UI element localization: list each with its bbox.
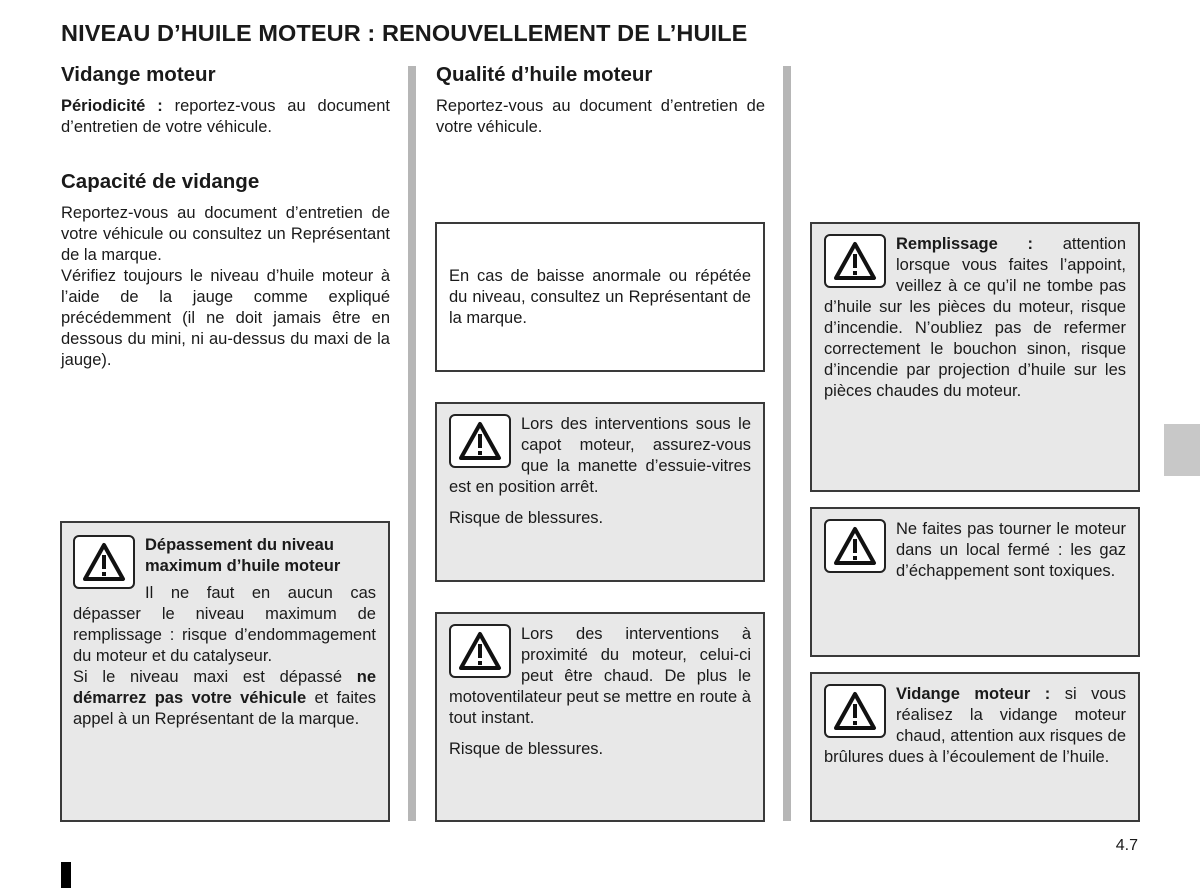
warning-remplissage-body: attention lorsque vous faites l’appoint, veillez à ce qu’il ne tombe pas d’huile sur les pièces du moteur, risque d’incendie. N’oubliez pas de refermer correctement le bouchon sinon, risque d’incendie par projection d’huile sur les pièces chaudes du moteur. <box>824 235 1127 400</box>
column-divider-right <box>783 66 791 821</box>
warning-box-gaz <box>810 507 1140 657</box>
capacite-text <box>61 203 390 371</box>
warning-triangle-icon <box>73 535 135 589</box>
qualite-text: Reportez-vous au document d’entretien de votre véhicule. <box>436 97 765 136</box>
warning-capot-risk: Risque de blessures. <box>449 509 604 527</box>
warning-triangle-icon <box>824 519 886 573</box>
warning-depassement-heading: Dépassement du niveau maximum d’huile moteur <box>145 536 341 575</box>
warning-depassement-text2c: et faites appel à un Représentant de la marque. <box>73 689 376 728</box>
page-title: NIVEAU D’HUILE MOTEUR : RENOUVELLEMENT DE L’HUILE <box>61 20 748 46</box>
column-divider-left <box>408 66 416 821</box>
warning-vidange-body: si vous réalisez la vidange moteur chaud, attention aux risques de brûlures dues à l’écoulement de l’huile. <box>824 685 1126 766</box>
warning-vidange-label: Vidange moteur : <box>896 685 1051 703</box>
info-baisse-text: En cas de baisse anormale ou répétée du niveau, consultez un Représentant de la marque. <box>449 267 751 327</box>
warning-depassement-text1: Il ne faut en aucun cas dépasser le niveau maximum de remplissage : risque d’endommagement du moteur et du catalyseur. <box>73 584 376 665</box>
warning-depassement-text2a: Si le niveau maxi est dépassé <box>73 668 357 686</box>
periodicite-text: reportez-vous au document d’entretien de votre véhicule. <box>61 97 390 136</box>
warning-proximite-risk: Risque de blessures. <box>449 740 604 758</box>
heading-vidange-moteur: Vidange moteur <box>61 63 216 86</box>
periodicite-paragraph <box>61 96 390 138</box>
warning-box-remplissage <box>810 222 1140 492</box>
warning-box-depassement <box>60 521 390 822</box>
heading-capacite: Capacité de vidange <box>61 170 260 193</box>
page-number: 4.7 <box>1115 837 1138 854</box>
chapter-side-tab <box>1164 424 1200 476</box>
capacite-paragraph-2: Vérifiez toujours le niveau d’huile moteur à l’aide de la jauge comme expliqué précédemment (il ne doit jamais être en dessous du mini, ni au-dessus du maxi de la jauge). <box>61 267 390 369</box>
warning-proximite-body: Lors des interventions à proximité du moteur, celui-ci peut être chaud. De plus le motoventilateur peut se mettre en route à tout instant. <box>449 625 751 727</box>
warning-capot-body: Lors des interventions sous le capot moteur, assurez-vous que la manette d’essuie-vitres est en position arrêt. <box>449 415 751 496</box>
info-box-baisse <box>435 222 765 372</box>
warning-depassement-text2b: ne démarrez pas votre véhicule <box>73 668 376 707</box>
periodicite-label: Périodicité : <box>61 97 163 115</box>
warning-remplissage-label: Remplissage : <box>896 235 1033 253</box>
corner-mark <box>61 862 71 888</box>
warning-triangle-icon <box>824 234 886 288</box>
warning-triangle-icon <box>449 624 511 678</box>
capacite-paragraph-1: Reportez-vous au document d’entretien de votre véhicule ou consultez un Représentant de la marque. <box>61 204 390 264</box>
warning-box-vidange <box>810 672 1140 822</box>
warning-box-capot <box>435 402 765 582</box>
warning-triangle-icon <box>824 684 886 738</box>
heading-qualite: Qualité d’huile moteur <box>436 63 653 86</box>
warning-gaz-text: Ne faites pas tourner le moteur dans un local fermé : les gaz d’échappement sont toxiques. <box>896 520 1126 580</box>
warning-triangle-icon <box>449 414 511 468</box>
warning-box-proximite <box>435 612 765 822</box>
